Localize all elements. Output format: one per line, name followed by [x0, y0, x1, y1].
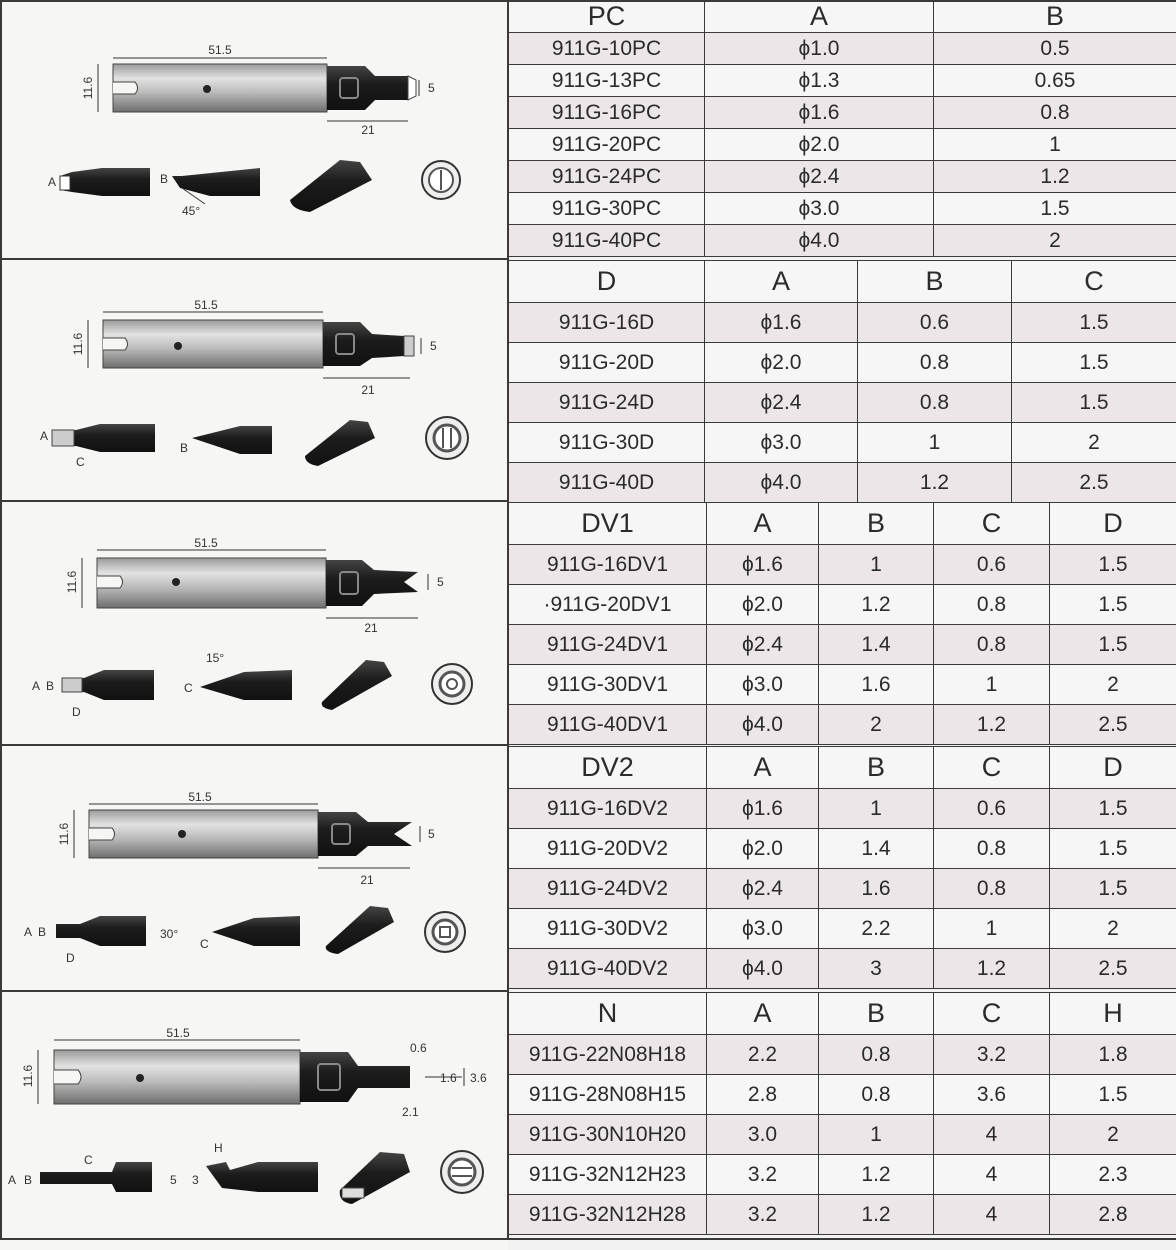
d-top-view — [192, 426, 272, 454]
table-row — [509, 97, 1176, 129]
header-cell: C — [934, 747, 1050, 789]
pc-iso-view — [290, 160, 372, 212]
value-cell: 1.2 — [934, 705, 1050, 745]
dv2-side-view — [56, 916, 146, 946]
value-cell: ϕ2.4 — [705, 383, 858, 423]
dv2-length-dim: 51.5 — [188, 790, 212, 804]
spec-table-pc — [508, 0, 1176, 257]
value-cell: ϕ4.0 — [707, 949, 819, 989]
value-cell: 0.8 — [934, 829, 1050, 869]
panel-pc-drawing — [0, 0, 508, 260]
value-cell: 1.5 — [1012, 303, 1176, 343]
value-cell: 1 — [819, 545, 934, 585]
model-cell: 911G-10PC — [509, 33, 705, 65]
n-top-view — [206, 1162, 318, 1192]
model-cell: 911G-20DV2 — [509, 829, 707, 869]
value-cell: 1.5 — [1050, 829, 1176, 869]
panel-dv2-drawing — [0, 746, 508, 992]
table-row — [509, 1035, 1176, 1075]
value-cell: 1.5 — [1050, 869, 1176, 909]
dv1-tip-dim: 5 — [437, 575, 444, 589]
d-technical-drawing — [0, 260, 508, 502]
dv2-label-d: D — [66, 951, 75, 965]
spec-table-n — [508, 992, 1176, 1235]
model-cell: 911G-22N08H18 — [509, 1035, 707, 1075]
dv2-label-b: B — [38, 925, 47, 939]
dv1-label-b: B — [46, 679, 55, 693]
n-label-b: B — [24, 1173, 33, 1187]
value-cell: 1.2 — [934, 161, 1176, 193]
value-cell: 1.2 — [934, 949, 1050, 989]
value-cell: ϕ4.0 — [707, 705, 819, 745]
n-inner-dim: 1.6 — [440, 1071, 457, 1085]
table-header-row — [509, 993, 1176, 1035]
header-cell: A — [707, 993, 819, 1035]
value-cell: 2.2 — [819, 909, 934, 949]
table-row — [509, 303, 1176, 343]
dv1-technical-drawing — [0, 502, 508, 746]
frame-bottom — [0, 1238, 1176, 1240]
value-cell: 0.8 — [934, 869, 1050, 909]
value-cell: 0.8 — [858, 383, 1012, 423]
d-label-b: B — [180, 441, 189, 455]
value-cell: 1.5 — [1050, 585, 1176, 625]
model-cell: 911G-30DV1 — [509, 665, 707, 705]
model-cell: 911G-40DV2 — [509, 949, 707, 989]
d-barrel — [103, 320, 323, 368]
value-cell: 1.5 — [1012, 343, 1176, 383]
table-header-row — [509, 747, 1176, 789]
value-cell: 0.8 — [934, 585, 1050, 625]
table-row — [509, 463, 1176, 503]
value-cell: 1.5 — [1050, 625, 1176, 665]
n-five-dim: 5 — [170, 1173, 177, 1187]
value-cell: 3 — [819, 949, 934, 989]
pc-angle-label: 45° — [182, 204, 201, 218]
n-side-view — [40, 1162, 152, 1192]
table-row — [509, 705, 1176, 745]
value-cell: 0.6 — [934, 789, 1050, 829]
n-label-h: H — [214, 1141, 223, 1155]
model-cell: 911G-30N10H20 — [509, 1115, 707, 1155]
dv1-label-d: D — [72, 705, 81, 719]
table-row — [509, 545, 1176, 585]
value-cell: 3.2 — [707, 1155, 819, 1195]
dv1-barrel — [97, 558, 326, 608]
header-cell: B — [934, 1, 1176, 33]
n-dia-dim: 11.6 — [21, 1064, 35, 1088]
header-cell: A — [707, 747, 819, 789]
value-cell: ϕ1.0 — [705, 33, 934, 65]
dv2-tail-dim: 21 — [360, 873, 374, 887]
column-divider — [507, 0, 509, 1240]
table-row — [509, 1115, 1176, 1155]
model-cell: 911G-40DV1 — [509, 705, 707, 745]
value-cell: 1 — [934, 129, 1176, 161]
value-cell: ϕ2.4 — [707, 869, 819, 909]
value-cell: 2 — [1050, 909, 1176, 949]
header-cell: D — [1050, 747, 1176, 789]
header-cell: D — [1050, 503, 1176, 545]
value-cell: 4 — [934, 1115, 1050, 1155]
value-cell: 0.8 — [819, 1035, 934, 1075]
value-cell: 3.2 — [934, 1035, 1050, 1075]
header-cell: D — [509, 261, 705, 303]
pc-barrel — [113, 64, 327, 112]
value-cell: 0.8 — [819, 1075, 934, 1115]
value-cell: ϕ4.0 — [705, 225, 934, 257]
value-cell: 1.6 — [819, 869, 934, 909]
value-cell: 4 — [934, 1155, 1050, 1195]
pc-label-b: B — [160, 172, 169, 186]
value-cell: 1.2 — [819, 1195, 934, 1235]
spec-table-dv2 — [508, 746, 1176, 989]
dv2-top-view — [212, 916, 300, 946]
dv2-barrel — [89, 810, 318, 858]
value-cell: ϕ3.0 — [705, 193, 934, 225]
table-row — [509, 829, 1176, 869]
table-row — [509, 625, 1176, 665]
value-cell: ϕ2.0 — [707, 829, 819, 869]
model-cell: 911G-16DV1 — [509, 545, 707, 585]
pc-length-dim: 51.5 — [208, 43, 232, 57]
value-cell: 2 — [1050, 1115, 1176, 1155]
value-cell: 1 — [819, 789, 934, 829]
value-cell: 1 — [858, 423, 1012, 463]
value-cell: 1.2 — [819, 1155, 934, 1195]
value-cell: 2.8 — [707, 1075, 819, 1115]
value-cell: 1.8 — [1050, 1035, 1176, 1075]
dv2-iso-view — [326, 906, 394, 954]
d-tip-dim: 5 — [430, 339, 437, 353]
value-cell: 1.4 — [819, 625, 934, 665]
value-cell: 1.6 — [819, 665, 934, 705]
n-technical-drawing — [0, 992, 508, 1240]
value-cell: 1.5 — [934, 193, 1176, 225]
value-cell: 2 — [1012, 423, 1176, 463]
model-cell: 911G-32N12H23 — [509, 1155, 707, 1195]
value-cell: ϕ2.4 — [707, 625, 819, 665]
value-cell: ϕ1.6 — [707, 545, 819, 585]
value-cell: 1.2 — [858, 463, 1012, 503]
model-cell: 911G-16PC — [509, 97, 705, 129]
table-row — [509, 665, 1176, 705]
value-cell: ϕ3.0 — [707, 665, 819, 705]
value-cell: 2.8 — [1050, 1195, 1176, 1235]
header-cell: H — [1050, 993, 1176, 1035]
value-cell: ϕ3.0 — [707, 909, 819, 949]
pc-label-a: A — [48, 175, 57, 189]
pc-tip-dim: 5 — [428, 81, 435, 95]
table-row — [509, 789, 1176, 829]
value-cell: 0.8 — [934, 97, 1176, 129]
value-cell: 0.65 — [934, 65, 1176, 97]
header-cell: C — [1012, 261, 1176, 303]
table-row — [509, 33, 1176, 65]
value-cell: 3.6 — [934, 1075, 1050, 1115]
model-cell: 911G-40PC — [509, 225, 705, 257]
value-cell: ϕ1.6 — [705, 303, 858, 343]
model-cell: 911G-24D — [509, 383, 705, 423]
table-row — [509, 869, 1176, 909]
dv1-iso-view — [322, 660, 392, 710]
header-cell: PC — [509, 1, 705, 33]
model-cell: 911G-30DV2 — [509, 909, 707, 949]
panel-d-drawing — [0, 260, 508, 502]
dv1-tail-dim: 21 — [364, 621, 378, 635]
pc-side-view — [60, 168, 150, 196]
d-iso-view — [305, 420, 375, 466]
table-row — [509, 343, 1176, 383]
value-cell: 2.2 — [707, 1035, 819, 1075]
dv1-label-a: A — [32, 679, 41, 693]
value-cell: ϕ2.0 — [705, 129, 934, 161]
value-cell: ϕ1.3 — [705, 65, 934, 97]
table-row — [509, 225, 1176, 257]
table-row — [509, 193, 1176, 225]
n-length-dim: 51.5 — [166, 1026, 190, 1040]
n-barrel — [54, 1050, 300, 1104]
table-row — [509, 1195, 1176, 1235]
value-cell: ϕ2.0 — [707, 585, 819, 625]
pc-technical-drawing — [0, 0, 508, 260]
n-gap-dim: 0.6 — [410, 1041, 427, 1055]
value-cell: 1.5 — [1050, 1075, 1176, 1115]
value-cell: 0.8 — [934, 625, 1050, 665]
frame-top — [0, 0, 1176, 2]
dv2-label-a: A — [24, 925, 33, 939]
header-cell: B — [819, 503, 934, 545]
frame-left — [0, 0, 2, 1240]
d-label-c: C — [76, 455, 85, 469]
dv2-angle-label: 30° — [160, 927, 179, 941]
value-cell: 2 — [934, 225, 1176, 257]
header-cell: DV2 — [509, 747, 707, 789]
pc-top-view — [172, 168, 260, 196]
model-cell: 911G-30PC — [509, 193, 705, 225]
value-cell: 3.0 — [707, 1115, 819, 1155]
spec-table-dv1 — [508, 502, 1176, 745]
dv2-label-c: C — [200, 937, 209, 951]
table-row — [509, 65, 1176, 97]
value-cell: 2.5 — [1012, 463, 1176, 503]
value-cell: ϕ2.4 — [705, 161, 934, 193]
value-cell: 0.8 — [858, 343, 1012, 383]
table-row — [509, 909, 1176, 949]
value-cell: 2 — [819, 705, 934, 745]
spec-table-d — [508, 260, 1176, 503]
table-row — [509, 1075, 1176, 1115]
value-cell: ϕ3.0 — [705, 423, 858, 463]
panel-dv1-drawing — [0, 502, 508, 746]
value-cell: 1.2 — [819, 585, 934, 625]
pc-tail-dim: 21 — [361, 123, 375, 137]
n-tail-dim: 2.1 — [402, 1105, 419, 1119]
model-cell: 911G-16DV2 — [509, 789, 707, 829]
panel-n-drawing — [0, 992, 508, 1240]
d-label-a: A — [40, 429, 49, 443]
table-row — [509, 161, 1176, 193]
dv1-top-view — [200, 670, 292, 700]
dv1-dia-dim: 11.6 — [65, 570, 79, 594]
value-cell: 1.5 — [1050, 545, 1176, 585]
value-cell: 2.5 — [1050, 705, 1176, 745]
model-cell: 911G-24DV1 — [509, 625, 707, 665]
dv2-technical-drawing — [0, 746, 508, 992]
table-header-row — [509, 1, 1176, 33]
value-cell: ϕ1.6 — [705, 97, 934, 129]
dv1-angle-label: 15° — [206, 651, 225, 665]
value-cell: 2.3 — [1050, 1155, 1176, 1195]
value-cell: 1 — [819, 1115, 934, 1155]
model-cell: 911G-24DV2 — [509, 869, 707, 909]
table-header-row — [509, 503, 1176, 545]
header-cell: DV1 — [509, 503, 707, 545]
header-cell: B — [858, 261, 1012, 303]
value-cell: 0.6 — [934, 545, 1050, 585]
header-cell: B — [819, 747, 934, 789]
model-cell: 911G-40D — [509, 463, 705, 503]
model-cell: 911G-32N12H28 — [509, 1195, 707, 1235]
value-cell: 4 — [934, 1195, 1050, 1235]
value-cell: 0.5 — [934, 33, 1176, 65]
table-row — [509, 423, 1176, 463]
value-cell: ϕ1.6 — [707, 789, 819, 829]
value-cell: 1 — [934, 665, 1050, 705]
dv1-length-dim: 51.5 — [194, 536, 218, 550]
d-dia-dim: 11.6 — [71, 332, 85, 356]
header-cell: C — [934, 503, 1050, 545]
table-row — [509, 383, 1176, 423]
value-cell: 1.5 — [1012, 383, 1176, 423]
value-cell: ϕ2.0 — [705, 343, 858, 383]
model-cell: ·911G-20DV1 — [509, 585, 707, 625]
d-length-dim: 51.5 — [194, 298, 218, 312]
model-cell: 911G-20D — [509, 343, 705, 383]
dv2-tip-dim: 5 — [428, 827, 435, 841]
n-label-c: C — [84, 1153, 93, 1167]
value-cell: 1 — [934, 909, 1050, 949]
header-cell: A — [705, 1, 934, 33]
table-header-row — [509, 261, 1176, 303]
header-cell: A — [707, 503, 819, 545]
header-cell: B — [819, 993, 934, 1035]
model-cell: 911G-20PC — [509, 129, 705, 161]
value-cell: 2 — [1050, 665, 1176, 705]
table-row — [509, 585, 1176, 625]
model-cell: 911G-16D — [509, 303, 705, 343]
table-row — [509, 949, 1176, 989]
table-row — [509, 129, 1176, 161]
pc-dia-dim: 11.6 — [81, 76, 95, 100]
dv2-dia-dim: 11.6 — [57, 822, 71, 846]
n-three-dim: 3 — [192, 1173, 199, 1187]
value-cell: 3.2 — [707, 1195, 819, 1235]
value-cell: 1.4 — [819, 829, 934, 869]
d-tail-dim: 21 — [361, 383, 375, 397]
model-cell: 911G-24PC — [509, 161, 705, 193]
model-cell: 911G-28N08H15 — [509, 1075, 707, 1115]
dv1-label-c: C — [184, 681, 193, 695]
table-row — [509, 1155, 1176, 1195]
model-cell: 911G-13PC — [509, 65, 705, 97]
value-cell: 2.5 — [1050, 949, 1176, 989]
n-label-a: A — [8, 1173, 17, 1187]
value-cell: 0.6 — [858, 303, 1012, 343]
n-tip — [300, 1052, 410, 1102]
header-cell: A — [705, 261, 858, 303]
header-cell: C — [934, 993, 1050, 1035]
model-cell: 911G-30D — [509, 423, 705, 463]
n-outer-dim: 3.6 — [470, 1071, 487, 1085]
value-cell: ϕ4.0 — [705, 463, 858, 503]
header-cell: N — [509, 993, 707, 1035]
value-cell: 1.5 — [1050, 789, 1176, 829]
